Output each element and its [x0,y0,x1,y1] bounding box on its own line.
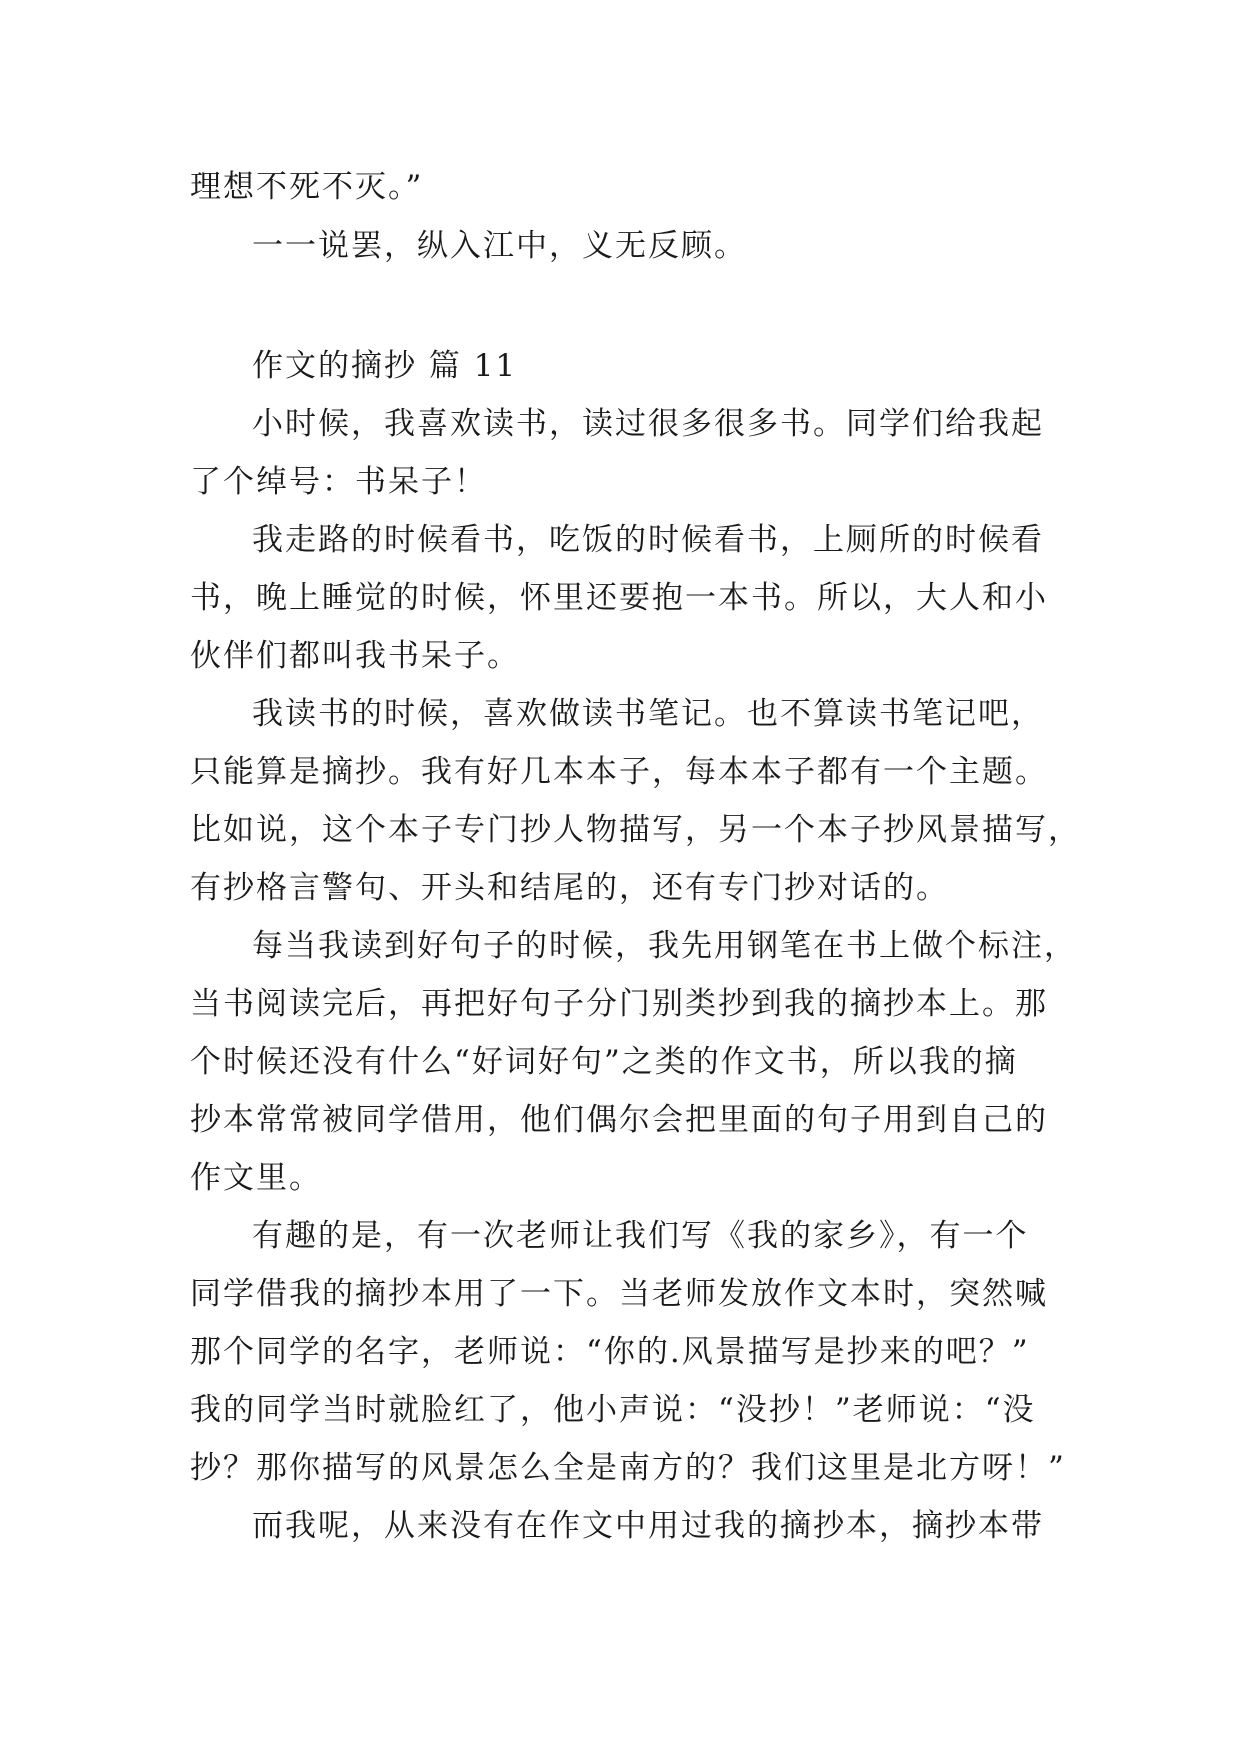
text-line: 有趣的是，有一次老师让我们写《我的家乡》，有一个 [252,1218,1029,1254]
text-line: 当书阅读完后，再把好句子分门别类抄到我的摘抄本上。那 [190,986,1048,1022]
text-line: 同学借我的摘抄本用了一下。当老师发放作文本时，突然喊 [190,1276,1048,1312]
text-line: 抄？那你描写的风景怎么全是南方的？我们这里是北方呀！” [190,1450,1066,1486]
text-line: 小时候，我喜欢读书，读过很多很多书。同学们给我起 [252,406,1044,442]
text-line: 抄本常常被同学借用，他们偶尔会把里面的句子用到自己的 [190,1102,1048,1138]
text-line: 我读书的时候，喜欢做读书笔记。也不算读书笔记吧， [252,696,1044,732]
text-line: 书，晚上睡觉的时候，怀里还要抱一本书。所以，大人和小 [190,580,1048,616]
text-line: 理想不死不灭。” [190,169,424,205]
text-line: 作文里。 [190,1160,322,1196]
text-line: 而我呢，从来没有在作文中用过我的摘抄本，摘抄本带 [252,1508,1044,1544]
text-line: 个时候还没有什么“好词好句”之类的作文书，所以我的摘 [190,1044,1018,1080]
text-line: 有抄格言警句、开头和结尾的，还有专门抄对话的。 [190,870,949,906]
text-line: 我走路的时候看书，吃饭的时候看书，上厕所的时候看 [252,522,1044,558]
text-line: 一一说罢，纵入江中，义无反顾。 [252,228,747,264]
text-line: 只能算是摘抄。我有好几本本子，每本本子都有一个主题。 [190,754,1048,790]
section-heading: 作文的摘抄 篇 11 [252,348,518,384]
text-line: 伙伴们都叫我书呆子。 [190,638,520,674]
text-line: 了个绰号：书呆子！ [190,464,487,500]
text-line: 那个同学的名字，老师说：“你的.风景描写是抄来的吧？” [190,1334,1030,1370]
text-line: 我的同学当时就脸红了，他小声说：“没抄！”老师说：“没 [190,1392,1036,1428]
text-line: 每当我读到好句子的时候，我先用钢笔在书上做个标注， [252,928,1077,964]
text-line: 比如说，这个本子专门抄人物描写，另一个本子抄风景描写， [190,812,1081,848]
